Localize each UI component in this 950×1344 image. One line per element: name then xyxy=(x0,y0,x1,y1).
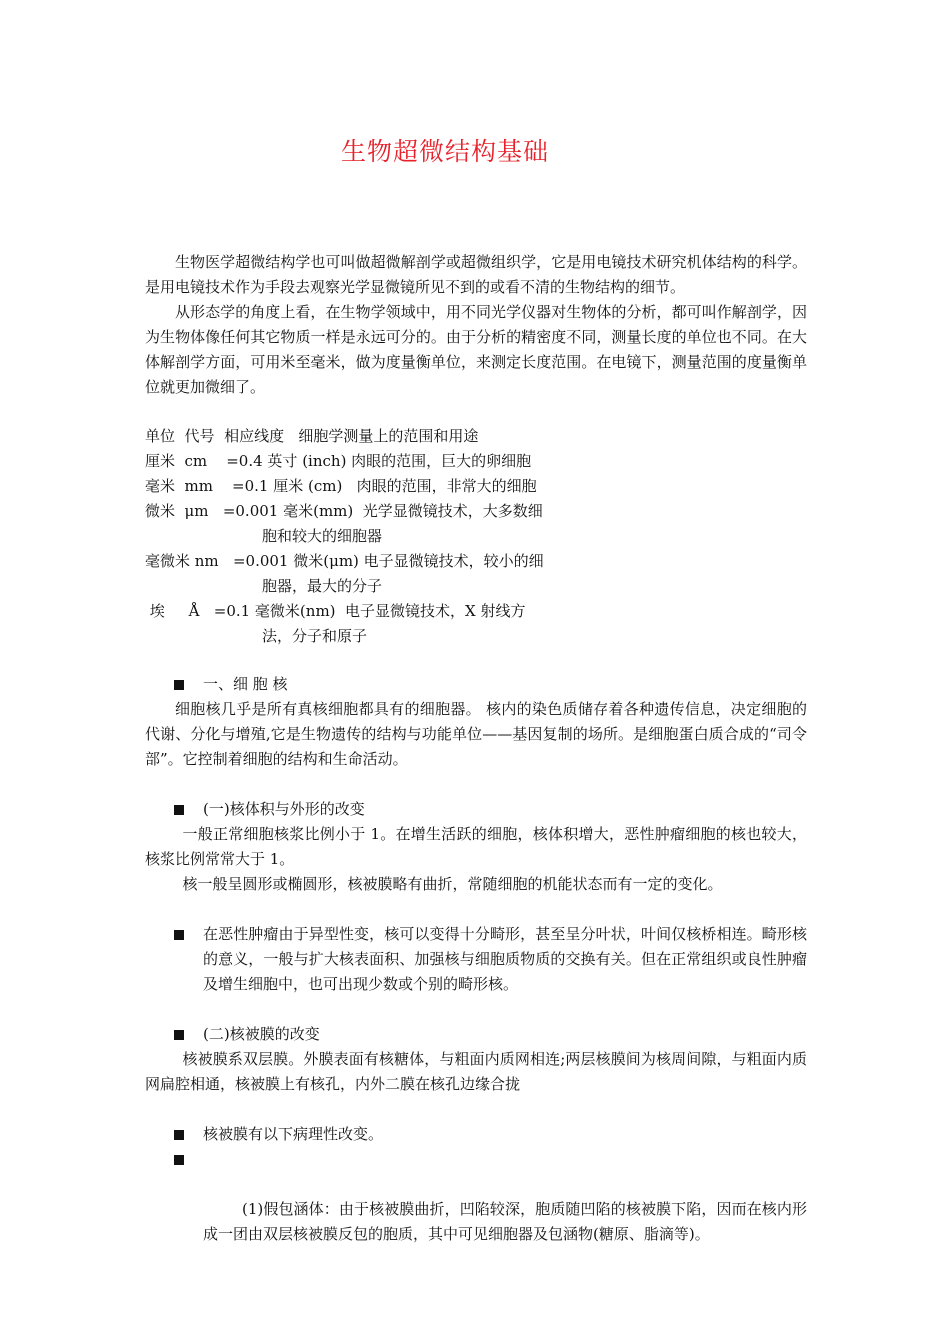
unit-table-row-nm: 毫微米 nm =0.001 微米(μm) 电子显微镜技术，较小的细 xyxy=(145,552,544,570)
section-nucleus-heading xyxy=(145,672,807,697)
unit-table-row-nm-cont: 胞器，最大的分子 xyxy=(262,577,383,595)
unit-table xyxy=(145,424,807,649)
section-nucleus xyxy=(145,672,807,772)
section-nucleus-shape-heading xyxy=(145,797,807,822)
unit-table-row-um: 微米 μm =0.001 毫米(mm) 光学显微镜技术，大多数细 xyxy=(145,502,543,520)
malignant-shape-bullet xyxy=(145,922,807,997)
unit-table-row-mm: 毫米 mm =0.1 厘米 (cm) 肉眼的范围，非常大的细胞 xyxy=(145,477,537,495)
unit-table-row-cm: 厘米 cm =0.4 英寸 (inch) 肉眼的范围，巨大的卵细胞 xyxy=(145,452,532,470)
unit-table-row-angstrom-cont: 法，分子和原子 xyxy=(262,627,368,645)
square-bullet-icon xyxy=(174,805,184,815)
square-bullet-icon xyxy=(174,680,184,690)
section-nuclear-envelope-heading-text: (二)核被膜的改变 xyxy=(203,1025,320,1043)
square-bullet-icon xyxy=(174,1030,184,1040)
section-nucleus-shape-paragraph-2: 核一般呈圆形或椭圆形，核被膜略有曲折，常随细胞的机能状态而有一定的变化。 xyxy=(182,875,723,893)
section-nucleus-shape xyxy=(145,797,807,897)
section-nuclear-envelope xyxy=(145,1022,807,1097)
section-nucleus-shape-heading-text: (一)核体积与外形的改变 xyxy=(203,800,365,818)
section-nucleus-paragraph: 细胞核几乎是所有真核细胞都具有的细胞器。 核内的染色质储存着各种遗传信息，决定细胞的代谢、分化与增殖,它是生物遗传的结构与功能单位——基因复制的场所。是细胞蛋白质合成的“司令部”。它控制着细胞的结构和生命活动。 xyxy=(145,700,807,768)
section-nucleus-shape-paragraph-1: 一般正常细胞核浆比例小于 1。在增生活跃的细胞，核体积增大，恶性肿瘤细胞的核也较大，核浆比例常常大于 1。 xyxy=(145,825,807,868)
intro-section xyxy=(145,250,807,400)
section-malignant-shape xyxy=(145,922,807,997)
malignant-shape-bullet-text: 在恶性肿瘤由于异型性变，核可以变得十分畸形，甚至呈分叶状，叶间仅核桥相连。畸形核的意义，一般与扩大核表面积、加强核与细胞质物质的交换有关。但在正常组织或良性肿瘤及增生细胞中，也可出现少数或个别的畸形核。 xyxy=(203,925,807,993)
unit-table-row-um-cont: 胞和较大的细胞器 xyxy=(262,527,383,545)
envelope-changes-bullet xyxy=(145,1122,807,1147)
pseudo-inclusion-bullet xyxy=(145,1147,807,1272)
section-nuclear-envelope-paragraph: 核被膜系双层膜。外膜表面有核糖体，与粗面内质网相连;两层核膜间为核周间隙，与粗面内质网扁腔相通，核被膜上有核孔，内外二膜在核孔边缘合拢 xyxy=(145,1050,807,1093)
unit-table-row-angstrom: 埃 Å =0.1 毫微米(nm) 电子显微镜技术，X 射线方 xyxy=(145,602,526,620)
square-bullet-icon xyxy=(174,1130,184,1140)
square-bullet-icon xyxy=(174,1155,184,1165)
unit-table-header: 单位 代号 相应线度 细胞学测量上的范围和用途 xyxy=(145,427,479,445)
pseudo-inclusion-bullet-text: (1)假包涵体：由于核被膜曲折，凹陷较深，胞质随凹陷的核被膜下陷，因而在核内形成一团由双层核被膜反包的胞质，其中可见细胞器及包涵物(糖原、脂滴等)。 xyxy=(203,1200,808,1243)
document-title: 生物超微结构基础 xyxy=(340,137,549,166)
section-nucleus-heading-text: 一、细 胞 核 xyxy=(203,675,288,693)
section-envelope-changes xyxy=(145,1122,807,1272)
intro-paragraph-2: 从形态学的角度上看，在生物学领域中，用不同光学仪器对生物体的分析，都可叫作解剖学，因为生物体像任何其它物质一样是永远可分的。由于分析的精密度不同，测量长度的单位也不同。在大体解剖学方面，可用米至毫米，做为度量衡单位，来测定长度范围。在电镜下，测量范围的度量衡单位就更加微细了。 xyxy=(145,303,807,396)
section-nuclear-envelope-heading xyxy=(145,1022,807,1047)
square-bullet-icon xyxy=(174,930,184,940)
envelope-changes-bullet-text: 核被膜有以下病理性改变。 xyxy=(203,1125,384,1143)
intro-paragraph-1: 生物医学超微结构学也可叫做超微解剖学或超微组织学，它是用电镜技术研究机体结构的科学。是用电镜技术作为手段去观察光学显微镜所见不到的或看不清的生物结构的细节。 xyxy=(145,253,807,296)
